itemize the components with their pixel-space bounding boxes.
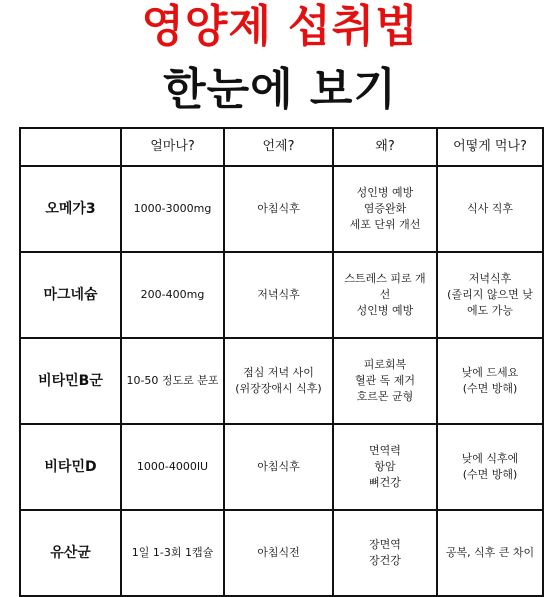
cell-line: 항암 — [374, 460, 396, 473]
row-label: 비타민D — [20, 424, 121, 510]
cell-line: 공복, 식후 큰 차이 — [445, 546, 535, 559]
when-cell — [224, 510, 333, 596]
header-cell-empty — [20, 128, 121, 166]
cell-line: 아침식후 — [257, 202, 300, 215]
cell-line: (위장장애시 식후) — [235, 382, 322, 395]
cell-line: 낮에 식후에 — [461, 452, 519, 465]
cell-line: 세포 단위 개선 — [349, 218, 421, 231]
why-cell — [333, 338, 437, 424]
cell-line: 식사 직후 — [466, 202, 513, 215]
amount-cell: 1일 1-3회 1캡슐 — [121, 510, 224, 596]
amount-cell: 1000-3000mg — [121, 166, 224, 252]
row-label: 유산균 — [20, 510, 121, 596]
cell-line: 혈관 독 제거 — [354, 374, 416, 387]
cell-line: 에도 가능 — [466, 304, 513, 317]
when-cell — [224, 166, 333, 252]
table-row — [20, 166, 543, 252]
page-title: 영양제 섭취법 — [141, 1, 419, 52]
how-cell — [437, 252, 543, 338]
why-cell — [333, 252, 437, 338]
cell-line: 뼈건강 — [369, 476, 401, 489]
how-cell — [437, 424, 543, 510]
cell-line: 선 — [379, 288, 391, 301]
cell-line: 피로회복 — [363, 358, 407, 371]
amount-cell: 10-50 정도로 분포 — [121, 338, 224, 424]
cell-line: 성인병 예방 — [356, 186, 414, 199]
table-row — [20, 510, 543, 596]
when-cell — [224, 252, 333, 338]
row-label: 오메가3 — [20, 166, 121, 252]
table-row — [20, 424, 543, 510]
cell-line: 저녁식후 — [468, 272, 512, 285]
cell-line: 저녁식후 — [257, 288, 300, 301]
cell-line: 면역력 — [369, 444, 401, 457]
why-cell — [333, 510, 437, 596]
amount-cell: 200-400mg — [121, 252, 224, 338]
cell-line: 장면역 — [369, 538, 401, 551]
page-subtitle: 한눈에 보기 — [163, 64, 397, 115]
header-cell-amount: 얼마나? — [121, 128, 224, 166]
table-row — [20, 252, 543, 338]
table-header-row — [20, 128, 543, 166]
why-cell — [333, 424, 437, 510]
supplement-table — [19, 127, 544, 597]
cell-line: (졸리지 않으면 낮 — [447, 288, 533, 301]
cell-line: 스트레스 피로 개 — [344, 272, 426, 285]
how-cell — [437, 166, 543, 252]
cell-line: 호르몬 균형 — [356, 390, 414, 403]
row-label: 마그네슘 — [20, 252, 121, 338]
cell-line: 장건강 — [369, 554, 401, 567]
how-cell — [437, 338, 543, 424]
table-row — [20, 338, 543, 424]
amount-cell: 1000-4000IU — [121, 424, 224, 510]
when-cell — [224, 424, 333, 510]
cell-line: 아침식후 — [257, 460, 300, 473]
cell-line: (수면 방해) — [462, 468, 518, 481]
header-cell-how: 어떻게 먹나? — [437, 128, 543, 166]
cell-line: 아침식전 — [257, 546, 300, 559]
cell-line: 낮에 드세요 — [461, 366, 519, 379]
how-cell — [437, 510, 543, 596]
cell-line: 성인병 예방 — [356, 304, 414, 317]
why-cell — [333, 166, 437, 252]
cell-line: 점심 저녁 사이 — [243, 366, 314, 379]
header-cell-when: 언제? — [224, 128, 333, 166]
header-cell-why: 왜? — [333, 128, 437, 166]
row-label: 비타민B군 — [20, 338, 121, 424]
cell-line: 염증완화 — [363, 202, 407, 215]
when-cell — [224, 338, 333, 424]
cell-line: (수면 방해) — [462, 382, 518, 395]
